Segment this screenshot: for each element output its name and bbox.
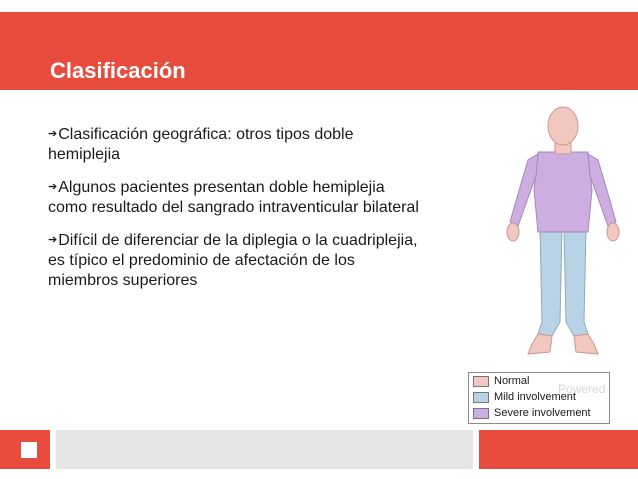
footer-middle-bar (56, 430, 473, 469)
left-hand (507, 223, 519, 241)
watermark-text: Powered (558, 382, 606, 396)
arrow-icon: ➔ (48, 128, 58, 140)
bullet-text: Clasificación geográfica: otros tipos doble hemiplejia (48, 126, 354, 163)
footer-left-block (0, 430, 50, 469)
legend-label: Severe involvement (494, 407, 591, 419)
swatch-severe (473, 408, 489, 419)
slide-title: Clasificación (50, 58, 186, 83)
left-foot (528, 334, 552, 354)
bullet-item (48, 177, 428, 218)
left-leg (538, 228, 562, 336)
legend-label: Mild involvement (494, 391, 576, 403)
right-hand (607, 223, 619, 241)
bullet-text: Algunos pacientes presentan doble hemiplejia como resultado del sangrado intraventicular bilateral (48, 179, 419, 216)
footer-square-icon (21, 442, 37, 458)
legend-label: Normal (494, 375, 530, 387)
arrow-icon: ➔ (48, 234, 58, 246)
bullet-list (48, 124, 428, 303)
bullet-item (48, 124, 428, 165)
swatch-mild (473, 392, 489, 403)
legend-row-severe (469, 405, 609, 421)
bullet-item (48, 230, 428, 291)
arrow-icon: ➔ (48, 181, 58, 193)
legend (468, 372, 610, 424)
footer-right-block (479, 430, 638, 469)
swatch-normal (473, 376, 489, 387)
right-foot (574, 334, 598, 354)
bullet-text: Difícil de diferenciar de la diplegia o la cuadriplejia, es típico el predominio de afectación de los miembros superiores (48, 232, 418, 289)
torso (534, 152, 592, 232)
right-leg (564, 228, 588, 336)
human-body-illustration (488, 100, 638, 368)
head (548, 107, 578, 145)
